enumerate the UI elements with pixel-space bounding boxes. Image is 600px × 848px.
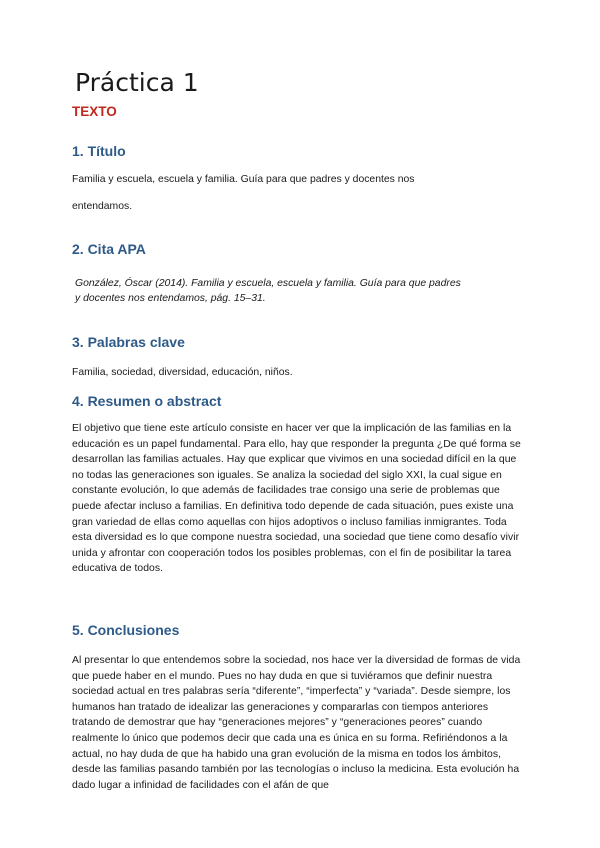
page-title: Práctica 1 — [75, 68, 199, 97]
resumen-text: El objetivo que tiene este artículo consiste en hacer ver que la implicación de las familias en la educación es un papel fundamental. Para ello, hay que responder la pregunta ¿De qué forma se desarrollan las familias actuales. Hay que explicar que vivimos en una sociedad difícil en la que no todas las generaciones son iguales. Se analiza la sociedad del siglo XXI, la cual sigue en constante evolución, lo que además de facilidades trae consigo una serie de problemas que puede afectar incluso a familias. En definitiva todo depende de cada situación, pues existe una gran variedad de ellas como aquellas con hijos adoptivos o incluso familias inmigrantes. Toda esta diversidad es lo que compone nuestra sociedad, una sociedad que tiene como desafío vivir unida y afrontar con cooperación todos los posibles problemas, con el fin de posibilitar la tarea educativa de todos. — [72, 423, 521, 575]
heading-cita: 2. Cita APA — [72, 241, 146, 257]
page-subtitle: TEXTO — [72, 104, 117, 119]
heading-conclusiones: 5. Conclusiones — [72, 622, 180, 638]
palabras-text: Familia, sociedad, diversidad, educación, niños. — [72, 367, 293, 378]
heading-resumen: 4. Resumen o abstract — [72, 393, 222, 409]
titulo-line-2: entendamos. — [72, 201, 133, 212]
titulo-line-1: Familia y escuela, escuela y familia. Guía para que padres y docentes nos — [72, 174, 415, 185]
cita-line-2: y docentes nos entendamos, pág. 15–31. — [75, 293, 266, 304]
heading-titulo: 1. Título — [72, 143, 126, 159]
cita-line-1: González, Óscar (2014). Familia y escuela, escuela y familia. Guía para que padres — [75, 278, 461, 289]
conclusiones-text: Al presentar lo que entendemos sobre la sociedad, nos hace ver la diversidad de formas de vida que puede haber en el mundo. Pues no hay duda en que si tuviéramos que definir nuestra sociedad actual en tres palabras sería “diferente”, “imperfecta” y “variada”. Desde siempre, los humanos han tratado de idealizar las generaciones y compararlas con tiempos anteriores tratando de demostrar que hay “generaciones mejores” y “generaciones peores” cuando realmente lo único que podemos decir que cada una es única en su forma. Refiriéndonos a la actual, no hay duda de que ha habido una gran evolución de la misma en todos los ámbitos, desde las familias pasando también por las tecnologías o incluso la medicina. Esta evolución ha dado lugar a infinidad de facilidades con el afán de que — [72, 655, 521, 791]
heading-palabras: 3. Palabras clave — [72, 334, 185, 350]
